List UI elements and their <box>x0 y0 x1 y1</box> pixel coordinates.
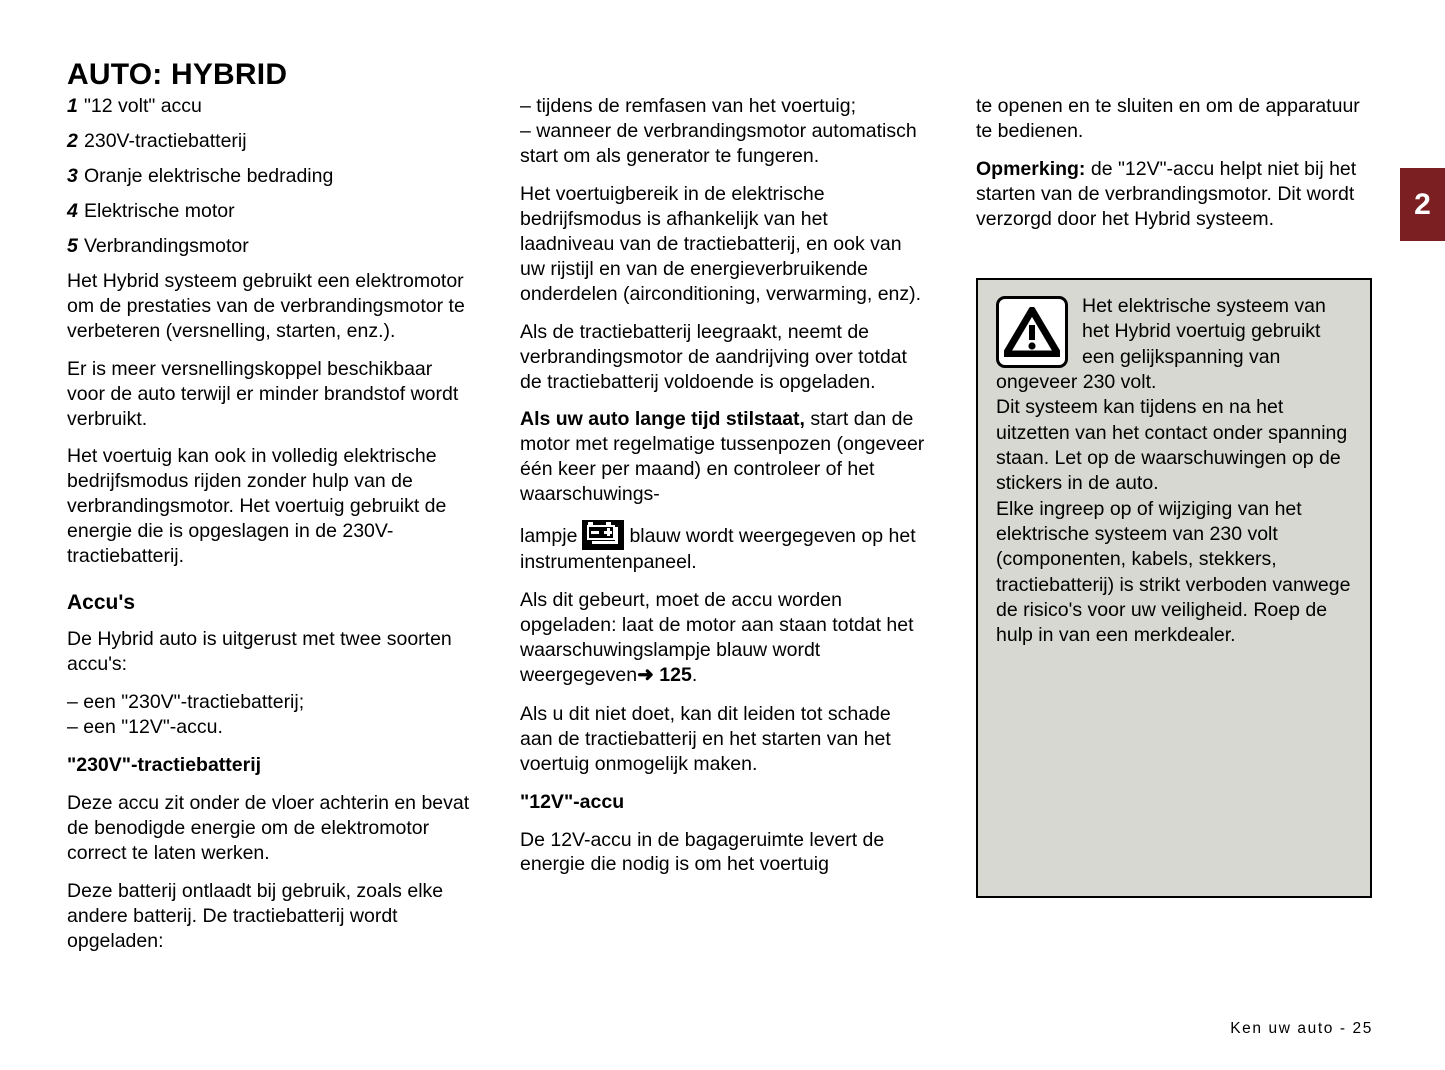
paragraph-230v-location: Deze accu zit onder de vloer achterin en bevat de benodigde energie om de elektromotor correct te laten werken. <box>67 792 470 865</box>
list-item-number: 5 <box>67 234 78 257</box>
list-item-number: 3 <box>67 164 78 187</box>
column-2 <box>520 94 926 890</box>
paragraph-recharge-instruction <box>520 588 926 688</box>
list-item-number: 2 <box>67 129 78 152</box>
warning-paragraph-no-modification: Elke ingreep op of wijziging van het elektrische systeem van 230 volt (componenten, kabels, stekkers, tractiebatterij) is strikt verboden vanwege de risico's voor uw veiligheid. Roep de hulp in van een merkdealer. <box>996 497 1351 647</box>
paragraph-lamp-line <box>520 520 926 575</box>
recharge-text: Als dit gebeurt, moet de accu worden opgeladen: laat de motor aan staan totdat het waarschuwingslampje blauw wordt weergegeven <box>520 589 914 687</box>
warning-triangle-icon <box>996 296 1068 368</box>
heading-12v-battery: "12V"-accu <box>520 790 625 813</box>
list-item: – een "230V"-tractiebatterij; <box>67 691 305 714</box>
paragraph-range: Het voertuigbereik in de elektrische bedrijfsmodus is afhankelijk van het laadniveau van de tractiebatterij, en ook van uw rijstijl en van de energieverbruikende onderdelen (airconditioning, verwarming, enz). <box>520 182 922 305</box>
page-reference-number: 125 <box>659 664 692 687</box>
note-rest: de "12V"-accu helpt niet bij het starten van de verbrandingsmotor. Dit wordt verzorgd door het Hybrid systeem. <box>976 157 1357 230</box>
battery-warning-lamp-icon <box>582 520 624 550</box>
long-standstill-lead: Als uw auto lange tijd stilstaat, <box>520 408 805 431</box>
list-item <box>67 129 473 154</box>
paragraph-note <box>976 157 1376 232</box>
column-1 <box>67 94 473 967</box>
paragraph-12v-continued: te openen en te sluiten en om de apparatuur te bedienen. <box>976 95 1360 142</box>
chapter-tab <box>1400 168 1445 241</box>
list-item: – tijdens de remfasen van het voertuig; <box>520 95 857 117</box>
note-lead: Opmerking: <box>976 157 1086 180</box>
column-3 <box>976 94 1376 245</box>
page-reference <box>637 664 692 686</box>
heading-accus: Accu's <box>67 591 136 615</box>
paragraph-damage-warning: Als u dit niet doet, kan dit leiden tot schade aan de tractiebatterij en het starten van het voertuig onmogelijk maken. <box>520 702 891 775</box>
lamp-line-suffix: blauw wordt weergegeven op het instrumentenpaneel. <box>520 525 916 574</box>
paragraph-12v-description: De 12V-accu in de bagageruimte levert de energie die nodig is om het voertuig <box>520 828 885 876</box>
heading-230v-traction-battery: "230V"-tractiebatterij <box>67 754 262 777</box>
warning-box <box>976 278 1372 898</box>
charging-condition-list <box>520 94 926 169</box>
paragraph-battery-empty: Als de tractiebatterij leegraakt, neemt de verbrandingsmotor de aandrijving over totdat de tractiebatterij voldoende is opgeladen. <box>520 320 907 393</box>
arrow-right-icon: ➜ <box>637 664 654 687</box>
paragraph-two-battery-types: De Hybrid auto is uitgerust met twee soorten accu's: <box>67 628 452 676</box>
paragraph-electric-mode: Het voertuig kan ook in volledig elektrische bedrijfsmodus rijden zonder hulp van de verbrandingsmotor. Het voertuig gebruikt de energie die is opgeslagen in de 230V-tractiebatterij. <box>67 445 447 568</box>
list-item-label: Elektrische motor <box>84 199 235 222</box>
list-item <box>67 164 473 189</box>
list-item-label: Verbrandingsmotor <box>84 234 249 257</box>
list-item-label: Oranje elektrische bedrading <box>84 164 334 187</box>
paragraph-hybrid-system: Het Hybrid systeem gebruikt een elektromotor om de prestaties van de verbrandingsmotor te verbeteren (versnelling, starten, enz.). <box>67 269 465 342</box>
warning-paragraph-voltage: Het elektrische systeem van het Hybrid voertuig gebruikt een gelijkspanning van ongeveer 230 volt. <box>996 295 1326 394</box>
list-item-number: 1 <box>67 95 78 117</box>
list-item <box>67 199 473 224</box>
list-item-number: 4 <box>67 199 78 222</box>
list-item: – een "12V"-accu. <box>67 716 223 739</box>
long-standstill-rest: start dan de motor met regelmatige tussenpozen (ongeveer één keer per maand) en controleer of het waarschuwings- <box>520 408 925 506</box>
paragraph-long-standstill <box>520 407 926 507</box>
paragraph-torque: Er is meer versnellingskoppel beschikbaar voor de auto terwijl er minder brandstof wordt verbruikt. <box>67 357 459 430</box>
chapter-tab-number: 2 <box>1414 187 1431 221</box>
list-item <box>67 234 473 259</box>
warning-paragraph-live-system: Dit systeem kan tijdens en na het uitzetten van het contact onder spanning staan. Let op de waarschuwingen op de stickers in de auto. <box>996 396 1348 495</box>
page-title: AUTO: HYBRID <box>67 58 288 92</box>
list-item <box>67 94 473 119</box>
lamp-line-prefix: lampje <box>520 525 578 548</box>
list-item-label: 230V-tractiebatterij <box>84 129 247 152</box>
list-item-label: "12 volt" accu <box>84 95 202 117</box>
paragraph-230v-discharge: Deze batterij ontlaadt bij gebruik, zoals elke andere batterij. De tractiebatterij wordt opgeladen: <box>67 880 444 952</box>
list-item: – wanneer de verbrandingsmotor automatisch start om als generator te fungeren. <box>520 119 917 167</box>
page-footer: Ken uw auto - 25 <box>1230 1020 1373 1037</box>
recharge-text-end: . <box>691 664 698 687</box>
battery-type-list <box>67 690 473 740</box>
